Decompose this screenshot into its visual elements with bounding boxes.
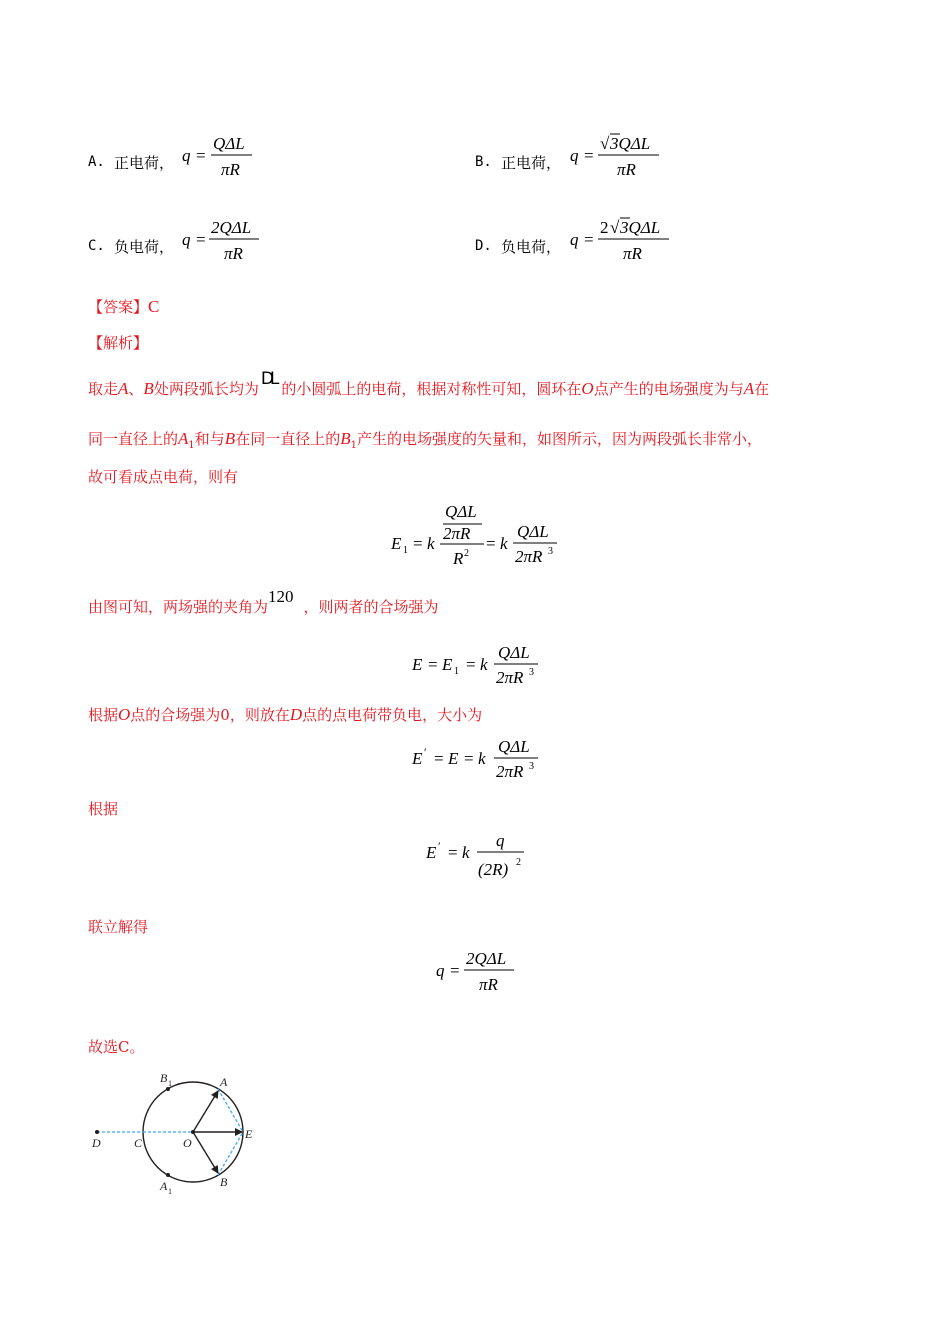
option-c-formula (180, 214, 350, 266)
option-a-den: πR (221, 160, 240, 179)
option-b-eq: = (584, 146, 594, 165)
p2-t3: 在同一直径上的 (235, 430, 341, 448)
option-d-formula (568, 214, 738, 266)
option-b-den: πR (617, 160, 636, 179)
option-b-sqrt: √ (600, 134, 610, 153)
eq3-d: 2πR (496, 762, 524, 781)
answer-line (88, 296, 159, 317)
eq4-dsup: 2 (516, 857, 521, 868)
p2-var-b: B (224, 429, 236, 448)
p5-var-o: O (118, 705, 131, 724)
point-o (191, 1130, 195, 1134)
eq1-e: E (391, 534, 402, 553)
p2-sub2: 1 (350, 440, 357, 451)
eq5-d: πR (479, 975, 498, 994)
p1-t2: 、 (128, 380, 144, 398)
p1-t4: 的小圆弧上的电荷，根据对称性可知，圆环在 (281, 380, 582, 398)
eq5-q: q (436, 961, 445, 980)
option-a (88, 130, 388, 182)
label-c: C (134, 1136, 143, 1150)
p4-angle: 120 (268, 587, 294, 606)
eq1-n2: 2πR (443, 524, 471, 543)
eq2-e: E (412, 655, 423, 674)
p2-t1: 同一直径上的 (88, 430, 179, 448)
paragraph-5 (88, 704, 482, 725)
option-b-num: 3QΔL (610, 134, 651, 153)
paragraph-4 (88, 587, 439, 617)
analysis-label: 【解析】 (88, 334, 149, 352)
eq4-e: E (426, 843, 437, 862)
p4-t2: ，则两者的合场强为 (303, 598, 439, 616)
p2-sub1: 1 (188, 440, 195, 451)
p4-t1: 由图可知，两场强的夹角为 (88, 598, 269, 616)
vector-oa (193, 1091, 218, 1132)
p2-t2: 和与 (194, 430, 225, 448)
option-d (475, 214, 775, 266)
option-c (88, 214, 388, 266)
eq4-d: (2R) (478, 860, 509, 879)
equation-4 (422, 828, 562, 884)
paragraph-6: 根据 (88, 800, 119, 818)
eq2-eq: = (428, 655, 438, 674)
eq3-eq: = (434, 749, 444, 768)
paragraph-3: 故可看成点电荷，则有 (88, 468, 239, 486)
label-d: D (92, 1136, 101, 1150)
eq3-prime: ′ (424, 745, 427, 759)
eq2-n: QΔL (498, 643, 530, 662)
label-b1-sub: 1 (168, 1079, 172, 1088)
eq1-dsup: 2 (464, 548, 469, 559)
dashed-line-ae (218, 1089, 243, 1132)
option-b-letter: B. (475, 154, 492, 170)
option-b (475, 130, 775, 182)
eq5-n: 2QΔL (466, 949, 507, 968)
option-d-letter: D. (475, 238, 492, 254)
paragraph-7: 联立解得 (88, 918, 149, 936)
label-e: E (245, 1127, 253, 1141)
p2-var-b1: B (340, 429, 351, 448)
p1-var-a2: A (743, 379, 755, 398)
eq2-eq2: = (466, 655, 476, 674)
option-d-text: 负电荷， (501, 238, 562, 256)
eq1-sub: 1 (403, 545, 408, 556)
eq2-dsup: 3 (529, 667, 534, 678)
eq3-k: k (478, 749, 486, 768)
option-a-letter: A. (88, 154, 105, 170)
eq1-k: k (427, 534, 435, 553)
eq1-k2: k (500, 534, 508, 553)
answer-value: C (148, 297, 160, 316)
option-a-formula (180, 130, 350, 182)
paragraph-8: 故选C。 (88, 1038, 145, 1056)
eq4-k: k (462, 843, 470, 862)
eq1-n1: QΔL (445, 502, 477, 521)
p2-t4: 产生的电场强度的矢量和，如图所示，因为两段弧长非常小， (356, 430, 762, 448)
equation-1 (385, 495, 585, 575)
eq3-e2: E (448, 749, 459, 768)
p1-t3: 处两段弧长均为 (153, 380, 259, 398)
p1-var-b: B (143, 379, 154, 398)
paragraph-2 (88, 428, 762, 451)
point-d (95, 1130, 99, 1134)
eq1-d: R (453, 549, 464, 568)
eq1-eq: = (413, 534, 423, 553)
option-d-sqrt: √ (610, 218, 620, 237)
option-b-var: q (570, 146, 579, 165)
option-a-eq: = (196, 146, 206, 165)
equation-3 (408, 734, 568, 786)
option-b-text: 正电荷， (501, 154, 562, 172)
eq1-d2sup: 3 (548, 546, 553, 557)
option-c-eq: = (196, 230, 206, 249)
option-b-formula (568, 130, 738, 182)
eq3-dsup: 3 (529, 761, 534, 772)
equation-2 (408, 640, 568, 692)
p1-var-a: A (118, 379, 129, 398)
option-d-var: q (570, 230, 579, 249)
option-a-num: QΔL (213, 134, 245, 153)
p2-var-a1: A (178, 429, 189, 448)
eq4-prime: ′ (438, 839, 441, 853)
label-a1: A (160, 1179, 168, 1193)
label-b: B (220, 1175, 228, 1189)
eq2-k: k (480, 655, 488, 674)
eq2-e1: E (442, 655, 453, 674)
p1-var-o: O (581, 379, 594, 398)
option-c-num: 2QΔL (211, 218, 252, 237)
option-d-num: 3QΔL (620, 218, 661, 237)
eq1-d2: 2πR (515, 547, 543, 566)
circle-diagram (84, 1068, 284, 1203)
paragraph-1 (88, 369, 770, 399)
p5-t2: 点的合场强为0，则放在 (130, 706, 290, 724)
p5-t1: 根据 (88, 706, 119, 724)
eq5-eq: = (450, 961, 460, 980)
p1-delta-l: DL (260, 369, 276, 389)
option-a-var: q (182, 146, 191, 165)
label-a: A (220, 1075, 228, 1089)
option-d-den: πR (623, 244, 642, 263)
option-c-var: q (182, 230, 191, 249)
p5-var-d: D (289, 705, 303, 724)
eq4-n: q (496, 831, 505, 850)
label-a1-sub: 1 (168, 1187, 172, 1196)
eq4-eq: = (448, 843, 458, 862)
p1-t6: 在 (754, 380, 770, 398)
eq1-eq2: = (486, 534, 496, 553)
p1-t5: 点产生的电场强度为与 (593, 380, 744, 398)
p5-t3: 点的点电荷带负电，大小为 (302, 706, 483, 724)
option-d-eq: = (584, 230, 594, 249)
eq2-sub: 1 (454, 666, 459, 677)
point-a1 (166, 1173, 170, 1177)
option-c-text: 负电荷， (114, 238, 175, 256)
equation-5 (432, 946, 532, 998)
eq2-d: 2πR (496, 668, 524, 687)
dashed-line-be (218, 1132, 243, 1175)
option-c-den: πR (224, 244, 243, 263)
label-b1: B (160, 1071, 168, 1085)
eq3-n: QΔL (498, 737, 530, 756)
eq3-e1: E (412, 749, 423, 768)
vector-ob (193, 1132, 218, 1173)
eq3-eq2: = (464, 749, 474, 768)
option-a-text: 正电荷， (114, 154, 175, 172)
option-c-letter: C. (88, 238, 105, 254)
answer-label: 【答案】 (88, 298, 149, 316)
option-d-coef: 2 (600, 218, 609, 237)
eq1-n3: QΔL (517, 522, 549, 541)
label-o: O (183, 1136, 192, 1150)
p1-t1: 取走 (88, 380, 119, 398)
